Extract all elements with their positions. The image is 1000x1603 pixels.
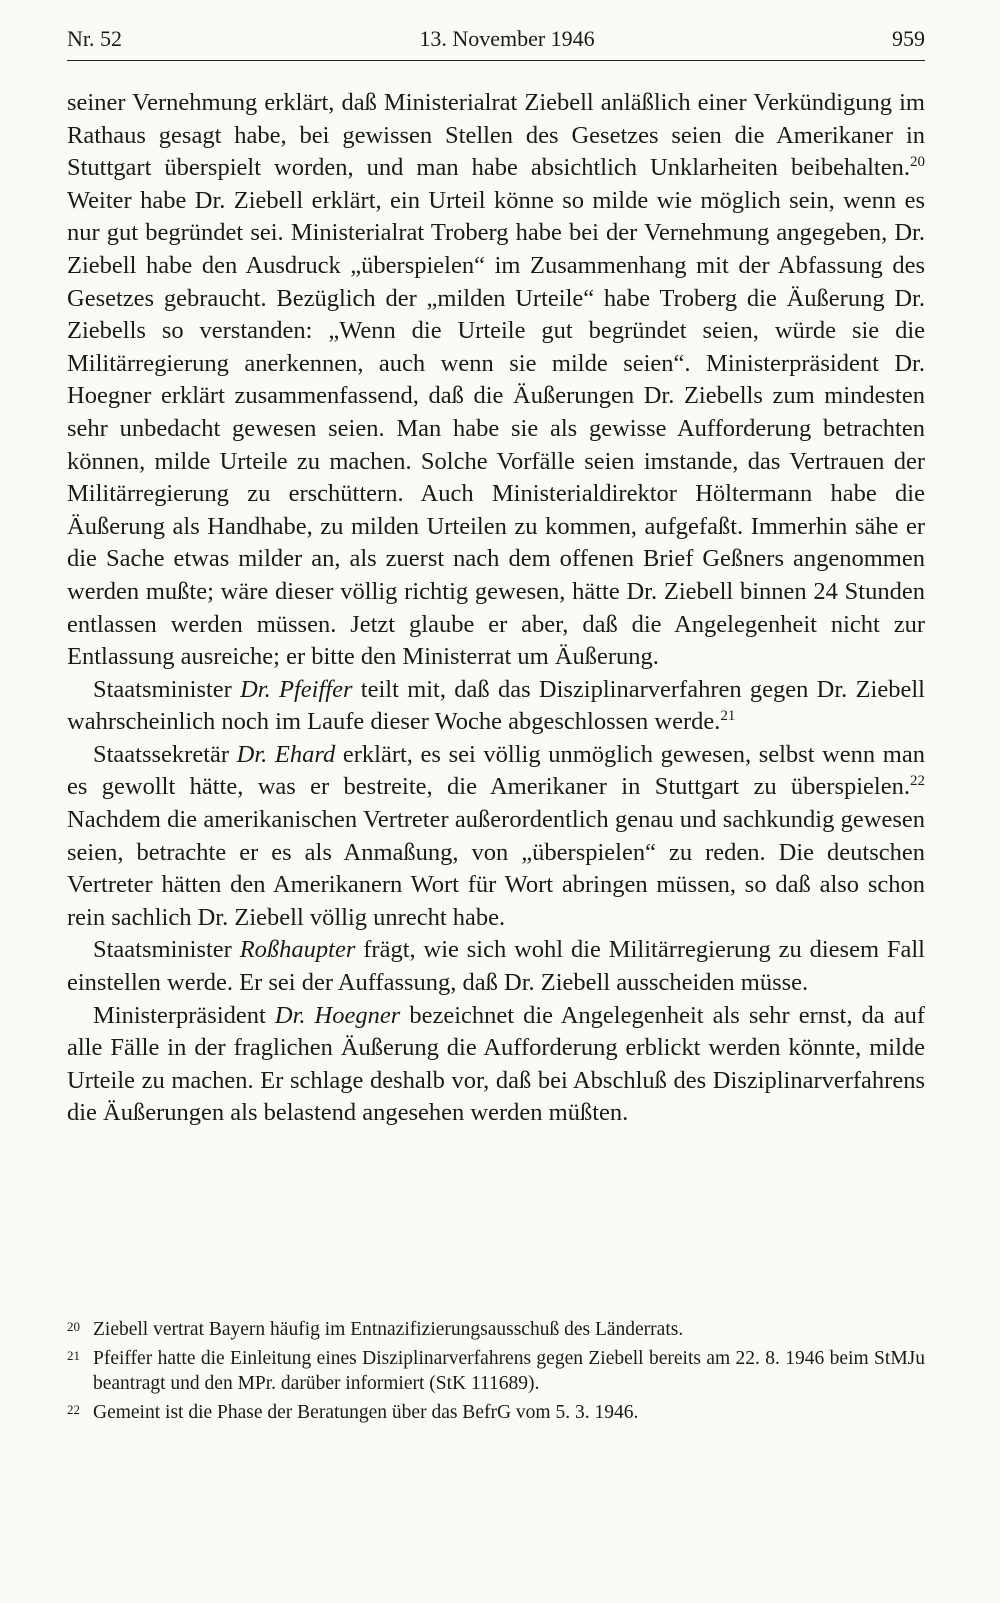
footnote-text: Gemeint ist die Phase der Beratungen über das BefrG vom 5. 3. 1946.	[93, 1402, 639, 1424]
footnote-reference: 21	[720, 708, 736, 725]
page	[67, 26, 925, 1130]
footnote	[67, 1347, 925, 1396]
footnote-number: 21	[67, 1348, 80, 1364]
footnote-text: Ziebell vertrat Bayern häufig im Entnazifizierungsausschuß des Länderrats.	[93, 1319, 684, 1340]
footnotes	[67, 1318, 925, 1431]
paragraph: Staatsminister Roßhaupter frägt, wie sich wohl die Militärregierung zu diesem Fall einstellen werde. Er sei der Auffassung, daß Dr. Ziebell ausscheiden müsse.	[67, 936, 925, 997]
footnote-reference: 20	[910, 154, 925, 171]
speaker-name: Dr. Ehard	[236, 740, 336, 768]
issue-number: Nr. 52	[67, 26, 122, 51]
paragraph: Staatssekretär Dr. Ehard erklärt, es sei völlig unmöglich gewesen, selbst wenn man es gewollt hätte, was er bestreite, die Amerikaner in Stuttgart zu überspielen.$^{22}$ Nachdem die amerikanischen Vertreter außerordentlich genau und sachkundig gewesen seien, betrachte er es als Anmaßung, von „überspielen“ zu reden. Die deutschen Vertreter hätten den Amerikanern Wort für Wort abringen müssen, so daß also schon rein sachlich Dr. Ziebell völlig unrecht habe.	[67, 740, 925, 931]
footnote-reference: 22	[910, 773, 925, 790]
main-text	[67, 87, 925, 1130]
speaker-name: Dr. Hoegner	[274, 1001, 401, 1029]
footnote-text: Pfeiffer hatte die Einleitung eines Disziplinarverfahrens gegen Ziebell bereits am 22. 8. 1946 beim StMJu beantragt und den MPr. darüber informiert (StK 111689).	[93, 1348, 925, 1394]
header-date: 13. November 1946	[419, 26, 595, 51]
footnote	[67, 1401, 925, 1425]
paragraph: seiner Vernehmung erklärt, daß Ministerialrat Ziebell anläßlich einer Verkündigung im Rathaus gesagt habe, bei gewissen Stellen des Gesetzes seien die Amerikaner in Stuttgart überspielt worden, und man habe absichtlich Unklarheiten beibehalten.$^{20}$ Weiter habe Dr. Ziebell erklärt, ein Urteil könne so milde wie möglich sein, wenn es nur gut begründet sei. Ministerialrat Troberg habe bei der Vernehmung angegeben, Dr. Ziebell habe den Ausdruck „überspielen“ im Zusammenhang mit der Abfassung des Gesetzes gebraucht. Bezüglich der „milden Urteile“ habe Troberg die Äußerung Dr. Ziebells so verstanden: „Wenn die Urteile gut begründet seien, würde sie die Militärregierung anerkennen, auch wenn sie milde seien“. Ministerpräsident Dr. Hoegner erklärt zusammenfassend, daß die Äußerungen Dr. Ziebells zum mindesten sehr unbedacht gewesen seien. Man habe sie als gewisse Aufforderung betrachten können, milde Urteile zu machen. Solche Vorfälle seien imstande, das Vertrauen der Militärregierung zu erschüttern. Auch Ministerialdirektor Höltermann habe die Äußerung als Handhabe, zu milden Urteilen zu kommen, aufgefaßt. Immerhin sähe er die Sache etwas milder an, als zuerst nach dem offenen Brief Geßners angenommen werden mußte; wäre dieser völlig richtig gewesen, hätte Dr. Ziebell binnen 24 Stunden entlassen werden müssen. Jetzt glaube er aber, daß die Angelegenheit nicht zur Entlassung ausreiche; er bitte den Ministerrat um Äußerung.	[67, 89, 925, 671]
running-header	[67, 26, 925, 61]
speaker-name: Roßhaupter	[239, 936, 356, 964]
paragraph: Staatsminister Dr. Pfeiffer teilt mit, daß das Disziplinarverfahren gegen Dr. Ziebell wahrscheinlich noch im Laufe dieser Woche abgeschlossen werde.$^{21}$	[67, 675, 925, 736]
footnote-number: 22	[67, 1402, 80, 1418]
page-number: 959	[891, 26, 925, 51]
speaker-name: Dr. Pfeiffer	[240, 675, 353, 703]
footnote-number: 20	[67, 1319, 80, 1334]
footnote	[67, 1318, 925, 1342]
paragraph: Ministerpräsident Dr. Hoegner bezeichnet die Angelegenheit als sehr ernst, da auf alle Fälle in der fraglichen Äußerung die Aufforderung erblickt werden könnte, milde Urteile zu machen. Er schlage deshalb vor, daß bei Abschluß des Disziplinarverfahrens die Äußerungen als belastend angesehen werden müßten.	[67, 1001, 925, 1127]
